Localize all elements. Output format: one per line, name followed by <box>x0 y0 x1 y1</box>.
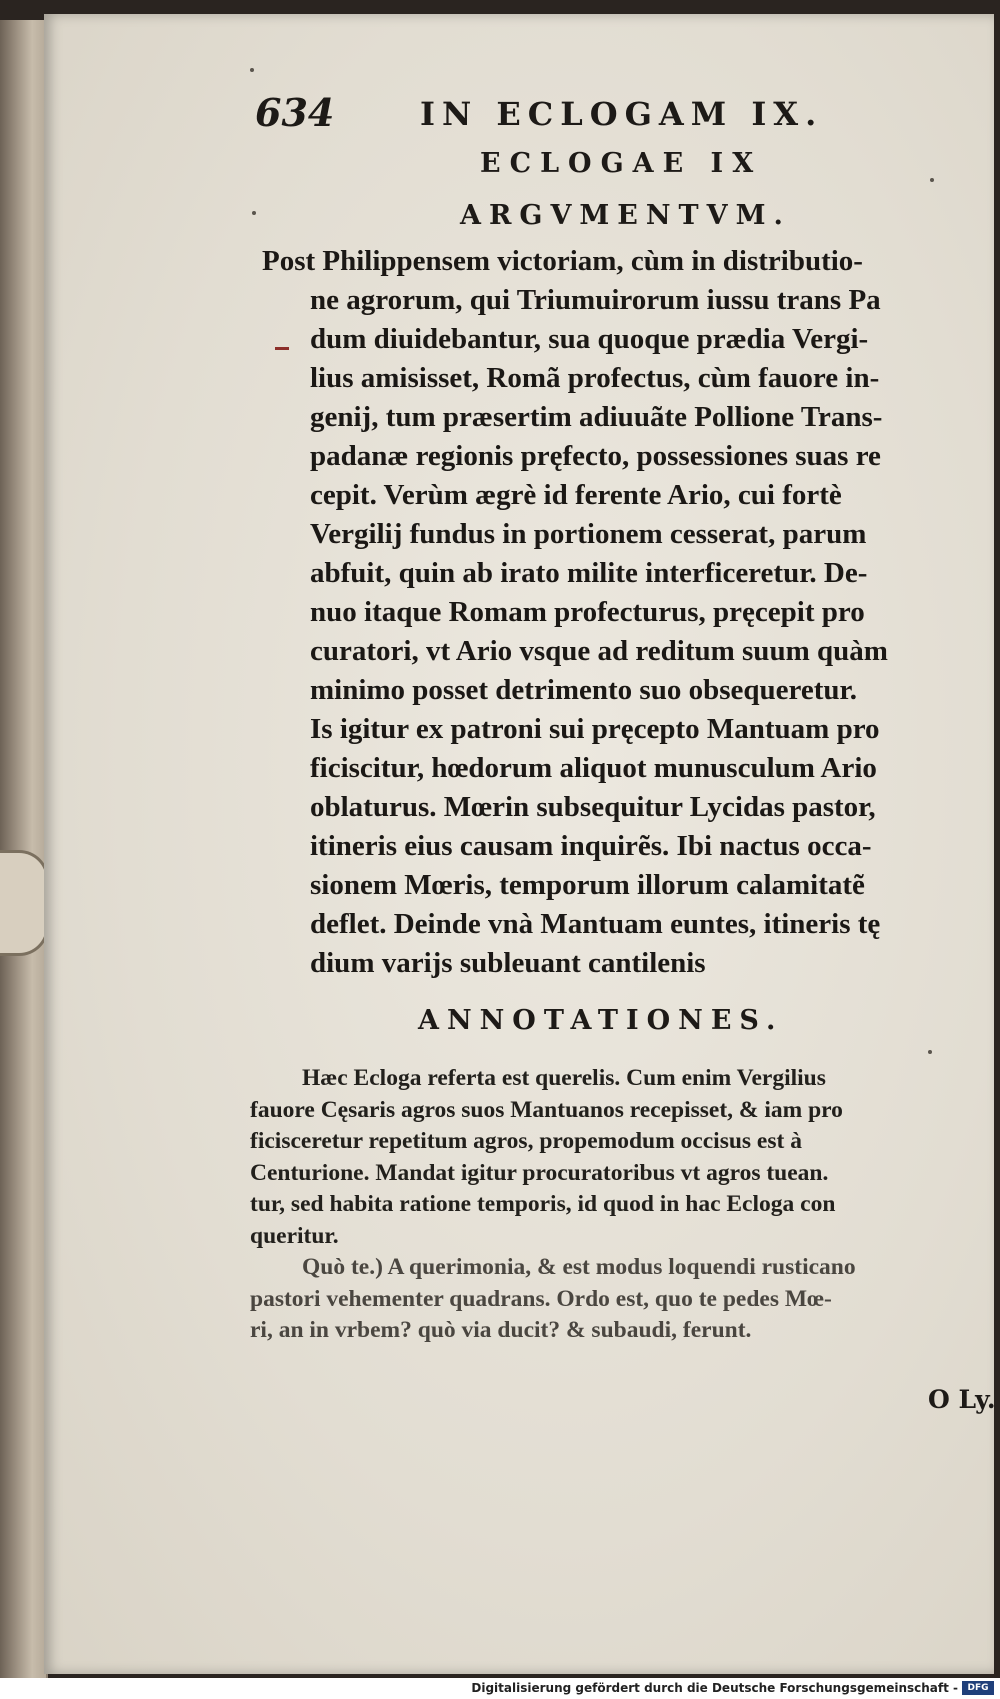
ink-speck <box>930 178 934 182</box>
annotation-line: Hæc Ecloga referta est querelis. Cum enim Vergilius <box>302 1065 826 1091</box>
annotation-line: ri, an in vrbem? quò via ducit? & subaudi, ferunt. <box>250 1317 752 1343</box>
argument-line: deflet. Deinde vnà Mantuam euntes, itineris tę <box>310 908 881 940</box>
running-head: IN ECLOGAM IX. <box>420 95 824 133</box>
argument-heading: ARGVMENTVM. <box>460 200 791 231</box>
annotations-text <box>250 1063 960 1347</box>
argument-line: abfuit, quin ab irato milite interficeretur. De- <box>310 557 868 589</box>
annotation-line: fauore Cęsaris agros suos Mantuanos recepisset, & iam pro <box>250 1096 843 1123</box>
ink-speck <box>250 68 254 72</box>
argument-line: dum diuidebantur, sua quoque prædia Vergi- <box>310 323 869 355</box>
argument-line: nuo itaque Romam profecturus, pręcepit pro <box>310 596 865 628</box>
annotation-line: Quò te.) A querimonia, & est modus loquendi rusticano <box>302 1254 856 1280</box>
funding-credit: Digitalisierung gefördert durch die Deutsche Forschungsgemeinschaft - <box>471 1681 958 1695</box>
argument-line: padanæ regionis pręfecto, possessiones suas re <box>310 440 881 472</box>
argument-line: dium varijs subleuant cantilenis <box>310 947 706 979</box>
annotation-line: ficisceretur repetitum agros, propemodum occisus est à <box>250 1128 802 1154</box>
argument-line: genij, tum præsertim adiuuãte Pollione Trans- <box>310 401 883 433</box>
argument-line: oblaturus. Mœrin subsequitur Lycidas pastor, <box>310 791 876 823</box>
eclogue-title: ECLOGAE IX <box>480 148 763 179</box>
page-number: 634 <box>255 90 335 135</box>
annotations-heading: ANNOTATIONES. <box>418 1005 784 1036</box>
annotation-line: pastori vehementer quadrans. Ordo est, quo te pedes Mœ- <box>250 1285 832 1312</box>
annotation-line: Centurione. Mandat igitur procuratoribus vt agros tuean. <box>250 1159 829 1186</box>
argument-line: itineris eius causam inquirẽs. Ibi nactus occa- <box>310 830 872 862</box>
argument-line: curatori, vt Ario vsque ad reditum suum quàm <box>310 635 888 667</box>
argument-line: ne agrorum, qui Triumuirorum iussu trans Pa <box>310 284 881 316</box>
dfg-logo: DFG <box>962 1681 994 1695</box>
argument-line: minimo posset detrimento suo obsequeretur. <box>310 674 857 706</box>
argument-text <box>262 242 952 983</box>
ink-speck <box>928 1050 932 1054</box>
argument-line: Post Philippensem victoriam, cùm in distributio- <box>262 245 863 277</box>
argument-line: sionem Mœris, temporum illorum calamitatẽ <box>310 869 865 901</box>
book-clasp <box>0 850 49 956</box>
annotation-line: tur, sed habita ratione temporis, id quod in hac Ecloga con <box>250 1191 836 1217</box>
argument-line: ficiscitur, hœdorum aliquot munusculum Ario <box>310 752 877 784</box>
argument-line: Is igitur ex patroni sui pręcepto Mantuam pro <box>310 713 880 745</box>
argument-line: cepit. Verùm ægrè id ferente Ario, cui fortè <box>310 479 842 511</box>
ink-speck <box>252 211 256 215</box>
argument-line: lius amisisset, Romã profectus, cùm fauore in- <box>310 362 880 394</box>
argument-line: Vergilij fundus in portionem cesserat, parum <box>310 518 867 550</box>
catchword: O Ly. <box>928 1385 996 1414</box>
annotation-line: queritur. <box>250 1222 339 1249</box>
